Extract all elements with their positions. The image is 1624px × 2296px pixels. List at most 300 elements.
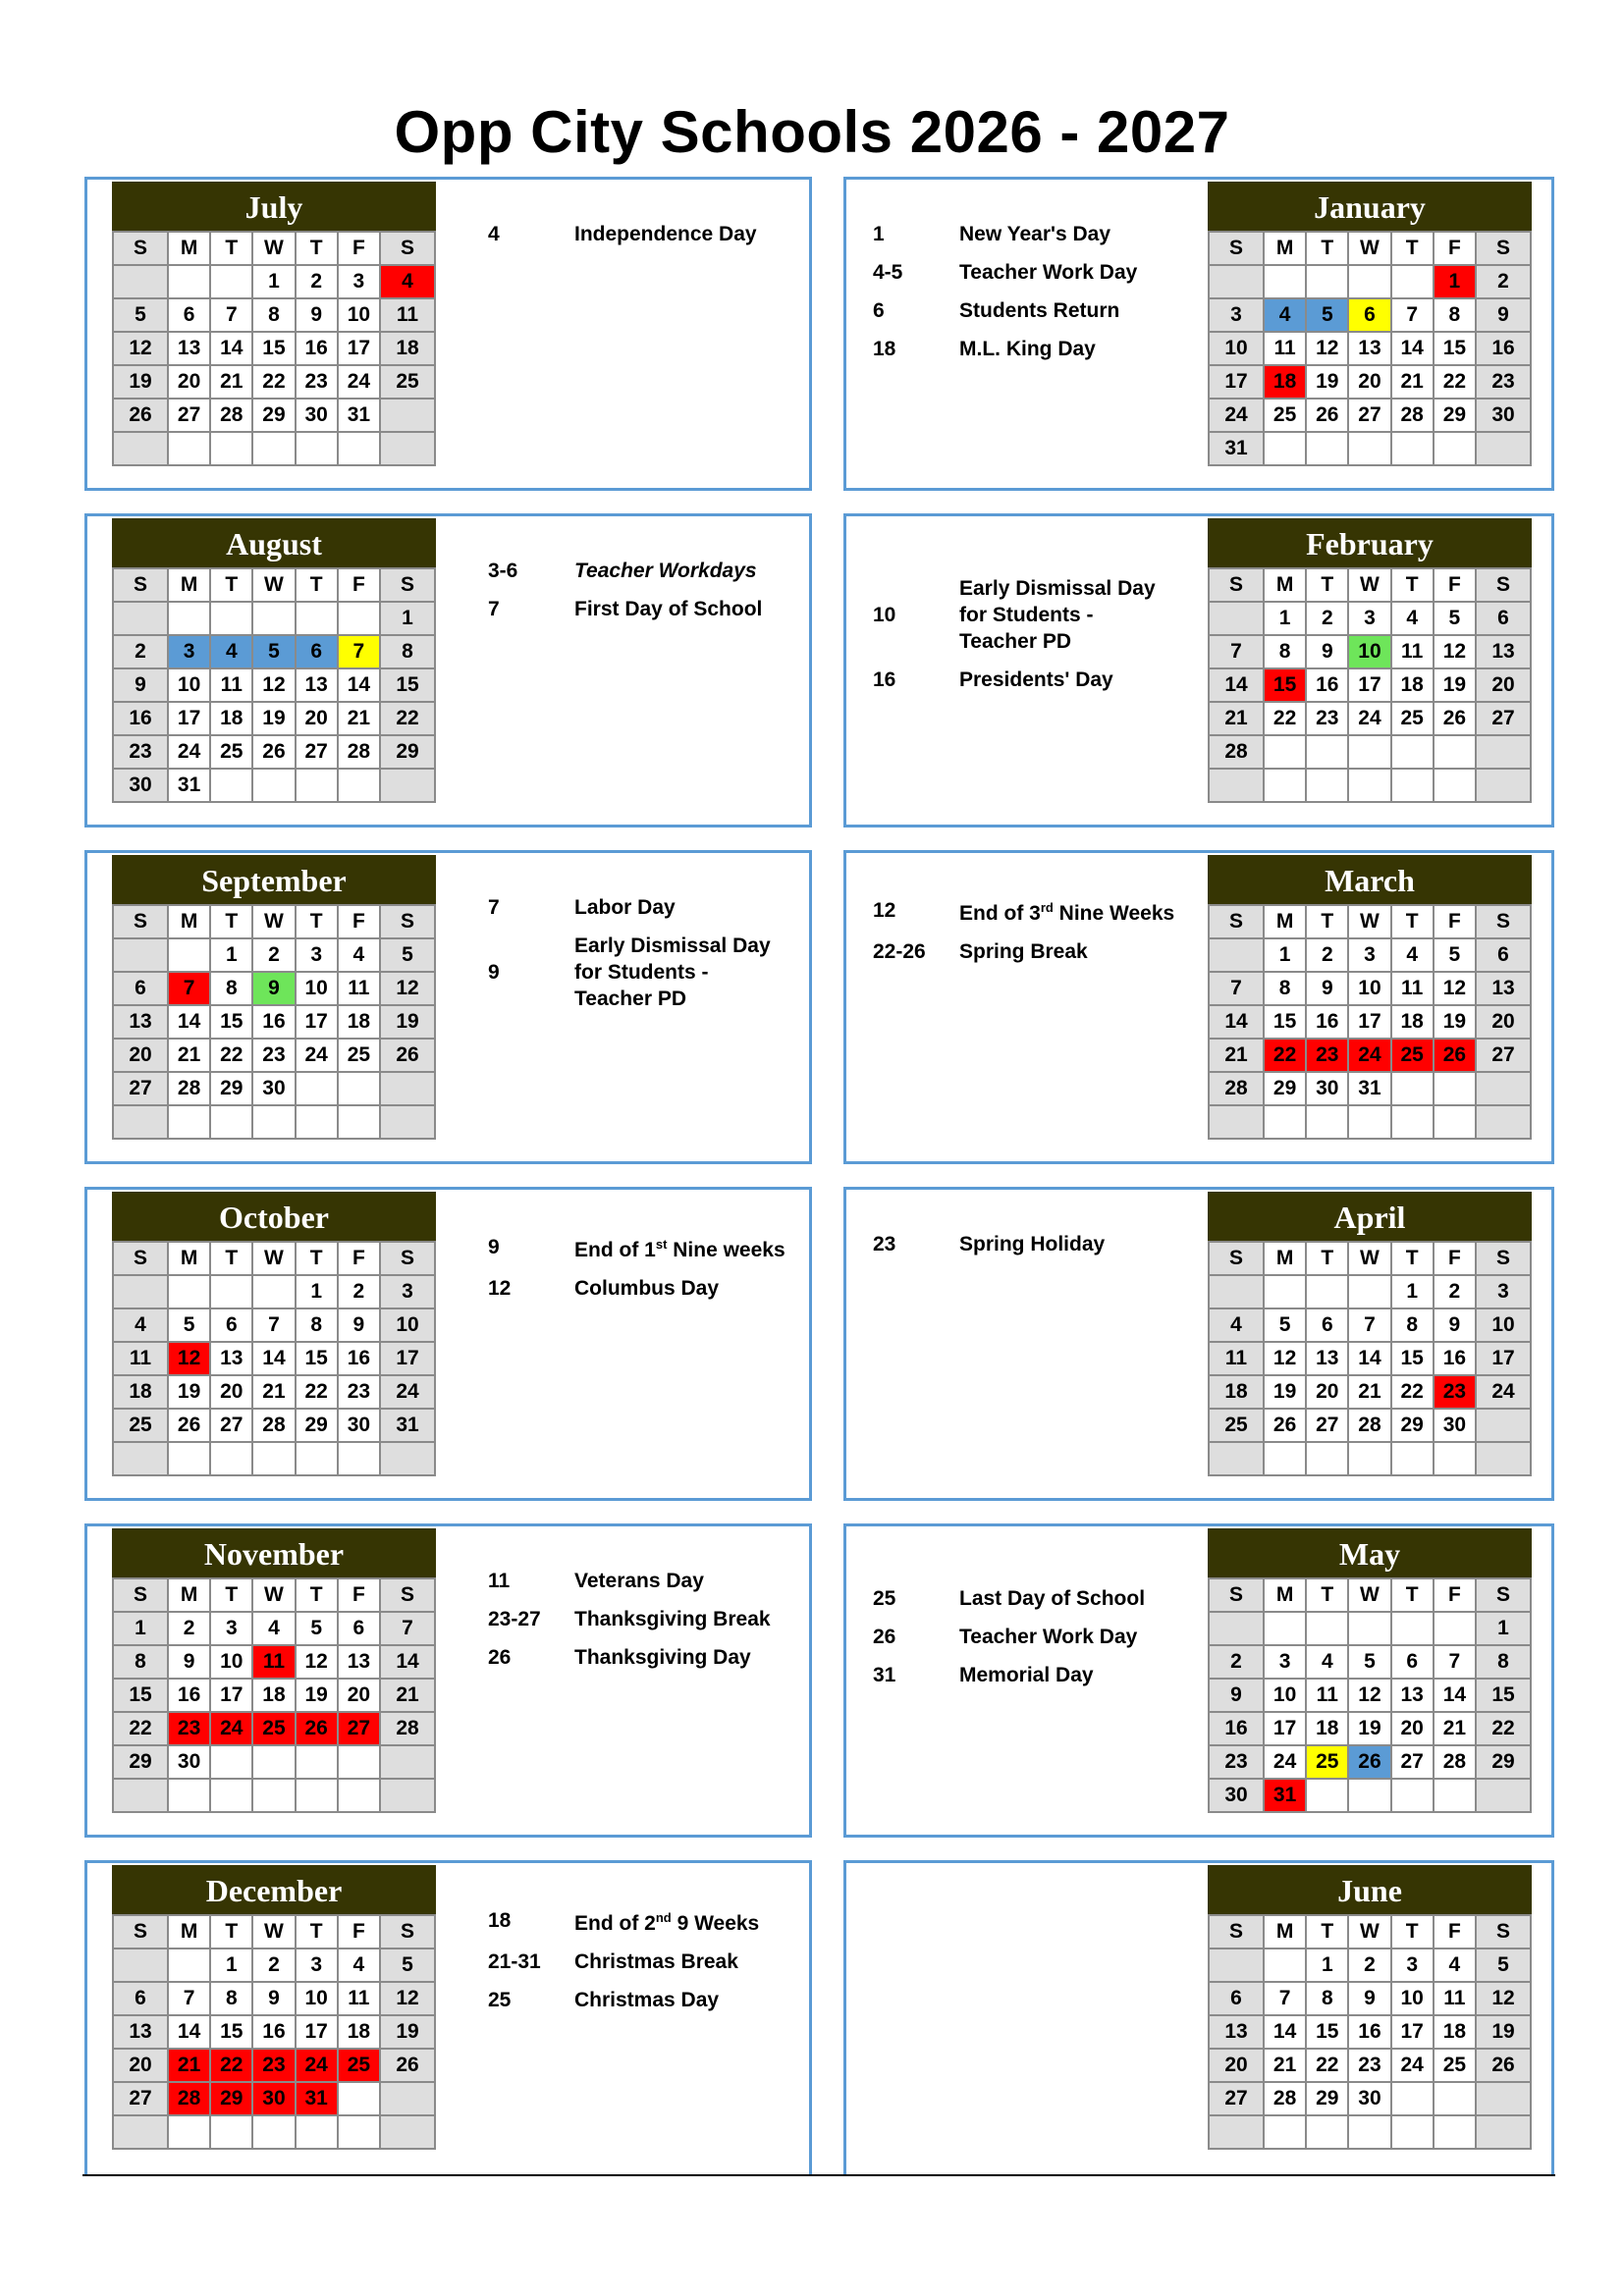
empty-day-cell	[338, 1779, 380, 1812]
day-cell: 31	[1348, 1072, 1390, 1105]
month-panel-july	[84, 177, 812, 491]
bottom-divider	[82, 2174, 1555, 2176]
day-cell: 3	[1348, 602, 1390, 635]
week-row	[113, 1949, 435, 1982]
month-name: January	[1208, 182, 1532, 231]
day-cell: 22	[1434, 365, 1476, 399]
event-date: 12	[488, 1276, 512, 1300]
event-label: Christmas Day	[574, 1989, 720, 2011]
empty-day-cell	[1306, 1779, 1348, 1812]
empty-day-cell	[1434, 735, 1476, 769]
empty-day-cell	[1264, 432, 1306, 465]
empty-day-cell	[1434, 1072, 1476, 1105]
day-cell: 28	[380, 1712, 435, 1745]
weekday-header: M	[168, 568, 210, 602]
weekday-header: W	[252, 1915, 295, 1949]
day-cell: 23	[338, 1375, 380, 1409]
weekday-header: S	[1209, 1242, 1264, 1275]
empty-day-cell	[296, 1442, 338, 1475]
month-calendar	[1208, 1865, 1532, 2150]
day-cell: 11	[1391, 972, 1434, 1005]
empty-day-cell	[1306, 265, 1348, 298]
event-item	[873, 259, 1137, 286]
weekday-header: W	[252, 905, 295, 938]
week-row	[113, 2015, 435, 2049]
empty-day-cell	[1391, 1779, 1434, 1812]
week-row	[113, 938, 435, 972]
day-cell: 14	[252, 1342, 295, 1375]
day-cell: 22	[1306, 2049, 1348, 2082]
day-cell: 19	[252, 702, 295, 735]
day-cell: 3	[296, 1949, 338, 1982]
empty-day-cell	[296, 1745, 338, 1779]
week-row	[113, 2049, 435, 2082]
empty-day-cell	[210, 1275, 252, 1308]
empty-day-cell	[1476, 1442, 1531, 1475]
week-row	[113, 1712, 435, 1745]
event-date: 7	[488, 895, 500, 919]
day-cell: 5	[380, 1949, 435, 1982]
empty-day-cell	[168, 2115, 210, 2149]
weekday-header: W	[1348, 232, 1390, 265]
event-label: New Year's Day	[959, 223, 1111, 245]
day-cell: 5	[113, 298, 168, 332]
day-cell: 6	[113, 1982, 168, 2015]
event-label: Veterans Day	[574, 1570, 704, 1592]
empty-day-cell	[1264, 1612, 1306, 1645]
event-label: Teacher Work Day	[959, 261, 1138, 284]
day-cell: 26	[1306, 399, 1348, 432]
day-cell: 9	[1434, 1308, 1476, 1342]
month-calendar	[112, 1528, 436, 1813]
weekday-header: W	[1348, 1578, 1390, 1612]
week-row	[1209, 298, 1531, 332]
week-row	[113, 1982, 435, 2015]
week-row	[113, 1375, 435, 1409]
empty-day-cell	[168, 1105, 210, 1139]
event-label: Labor Day	[574, 896, 676, 919]
day-cell: 3	[1348, 938, 1390, 972]
day-cell: 12	[296, 1645, 338, 1679]
day-cell: 20	[1391, 1712, 1434, 1745]
day-cell: 22	[252, 365, 295, 399]
day-cell: 24	[296, 1039, 338, 1072]
day-cell: 29	[210, 1072, 252, 1105]
day-cell: 4	[1306, 1645, 1348, 1679]
weekday-header: T	[210, 568, 252, 602]
event-item	[873, 575, 1175, 655]
weekday-header: T	[210, 1242, 252, 1275]
weekday-header: M	[168, 1915, 210, 1949]
weekday-header: F	[338, 568, 380, 602]
weekday-header: S	[113, 568, 168, 602]
weekday-header: T	[1391, 568, 1434, 602]
day-cell: 8	[210, 972, 252, 1005]
week-row	[113, 1442, 435, 1475]
week-row	[113, 1679, 435, 1712]
empty-day-cell	[1209, 1105, 1264, 1139]
week-row	[113, 265, 435, 298]
event-date: 10	[873, 603, 896, 626]
weekday-header: S	[1209, 905, 1264, 938]
day-cell: 15	[1391, 1342, 1434, 1375]
week-row	[1209, 1612, 1531, 1645]
weekday-header: T	[296, 1242, 338, 1275]
day-cell: 7	[168, 972, 210, 1005]
empty-day-cell	[1434, 1779, 1476, 1812]
weekday-header: F	[338, 1578, 380, 1612]
week-row	[113, 668, 435, 702]
event-label: Christmas Break	[574, 1950, 738, 1973]
day-cell: 15	[210, 2015, 252, 2049]
day-cell: 6	[296, 635, 338, 668]
weekday-header: M	[1264, 905, 1306, 938]
day-cell: 20	[113, 1039, 168, 1072]
event-item	[488, 1644, 771, 1671]
day-cell: 29	[210, 2082, 252, 2115]
month-panel-february	[843, 513, 1554, 828]
day-cell: 23	[252, 2049, 295, 2082]
weekday-header: M	[1264, 568, 1306, 602]
day-cell: 7	[210, 298, 252, 332]
month-panel-may	[843, 1523, 1554, 1838]
day-cell: 15	[1264, 1005, 1306, 1039]
day-cell: 12	[380, 972, 435, 1005]
empty-day-cell	[1391, 432, 1434, 465]
week-row	[1209, 1342, 1531, 1375]
day-cell: 22	[296, 1375, 338, 1409]
day-cell: 16	[1306, 668, 1348, 702]
day-cell: 2	[252, 1949, 295, 1982]
day-cell: 4	[338, 938, 380, 972]
empty-day-cell	[1264, 1949, 1306, 1982]
day-cell: 27	[1476, 702, 1531, 735]
weekday-header-row	[1209, 1242, 1531, 1275]
day-cell: 27	[1348, 399, 1390, 432]
weekday-header: S	[1476, 1578, 1531, 1612]
week-row	[1209, 332, 1531, 365]
day-cell: 9	[1209, 1679, 1264, 1712]
empty-day-cell	[1306, 1105, 1348, 1139]
weekday-header-row	[1209, 232, 1531, 265]
events-list	[488, 1568, 771, 1682]
event-item	[488, 1606, 771, 1632]
weekday-header: T	[296, 1915, 338, 1949]
empty-day-cell	[210, 265, 252, 298]
day-cell: 23	[1306, 702, 1348, 735]
weekday-header: W	[1348, 905, 1390, 938]
month-panel-december	[84, 1860, 812, 2176]
empty-day-cell	[296, 602, 338, 635]
day-cell: 6	[338, 1612, 380, 1645]
empty-day-cell	[252, 1275, 295, 1308]
month-grid	[1208, 904, 1532, 1140]
day-cell: 3	[168, 635, 210, 668]
empty-day-cell	[1306, 769, 1348, 802]
day-cell: 23	[1306, 1039, 1348, 1072]
day-cell: 4	[1209, 1308, 1264, 1342]
week-row	[113, 972, 435, 1005]
empty-day-cell	[1264, 1105, 1306, 1139]
empty-day-cell	[252, 432, 295, 465]
event-item	[873, 221, 1137, 247]
empty-day-cell	[168, 265, 210, 298]
day-cell: 22	[210, 2049, 252, 2082]
event-label: End of 2nd 9 Weeks	[574, 1910, 760, 1935]
day-cell: 5	[168, 1308, 210, 1342]
event-date: 22-26	[873, 939, 926, 963]
day-cell: 5	[252, 635, 295, 668]
day-cell: 20	[1306, 1375, 1348, 1409]
empty-day-cell	[1476, 769, 1531, 802]
day-cell: 20	[113, 2049, 168, 2082]
weekday-header: T	[210, 905, 252, 938]
day-cell: 13	[113, 2015, 168, 2049]
empty-day-cell	[1306, 1442, 1348, 1475]
day-cell: 29	[296, 1409, 338, 1442]
day-cell: 17	[296, 2015, 338, 2049]
day-cell: 25	[338, 2049, 380, 2082]
day-cell: 28	[168, 1072, 210, 1105]
day-cell: 2	[113, 635, 168, 668]
weekday-header: F	[338, 1242, 380, 1275]
day-cell: 11	[210, 668, 252, 702]
day-cell: 14	[1348, 1342, 1390, 1375]
day-cell: 1	[296, 1275, 338, 1308]
week-row	[1209, 1409, 1531, 1442]
day-cell: 8	[1434, 298, 1476, 332]
weekday-header: T	[296, 905, 338, 938]
weekday-header: S	[1209, 568, 1264, 602]
weekday-header: T	[210, 1915, 252, 1949]
weekday-header: S	[380, 1578, 435, 1612]
week-row	[113, 1039, 435, 1072]
day-cell: 28	[252, 1409, 295, 1442]
day-cell: 9	[113, 668, 168, 702]
day-cell: 8	[1264, 972, 1306, 1005]
empty-day-cell	[210, 1745, 252, 1779]
day-cell: 16	[1348, 2015, 1390, 2049]
day-cell: 13	[1476, 635, 1531, 668]
day-cell: 27	[210, 1409, 252, 1442]
day-cell: 18	[338, 2015, 380, 2049]
day-cell: 15	[113, 1679, 168, 1712]
day-cell: 17	[296, 1005, 338, 1039]
day-cell: 16	[252, 1005, 295, 1039]
weekday-header: W	[1348, 1242, 1390, 1275]
empty-day-cell	[252, 1105, 295, 1139]
day-cell: 26	[113, 399, 168, 432]
empty-day-cell	[168, 1442, 210, 1475]
empty-day-cell	[1391, 1612, 1434, 1645]
day-cell: 25	[1391, 702, 1434, 735]
day-cell: 10	[210, 1645, 252, 1679]
day-cell: 17	[1209, 365, 1264, 399]
day-cell: 16	[1434, 1342, 1476, 1375]
day-cell: 24	[1264, 1745, 1306, 1779]
weekday-header: S	[1209, 1578, 1264, 1612]
day-cell: 28	[1434, 1745, 1476, 1779]
day-cell: 1	[210, 938, 252, 972]
empty-day-cell	[1209, 1949, 1264, 1982]
day-cell: 25	[252, 1712, 295, 1745]
day-cell: 29	[1476, 1745, 1531, 1779]
event-item	[488, 1987, 759, 2013]
empty-day-cell	[1391, 769, 1434, 802]
empty-day-cell	[1434, 432, 1476, 465]
month-panel-october	[84, 1187, 812, 1501]
weekday-header: S	[380, 232, 435, 265]
event-label: Early Dismissal Day for Students - Teacher PD	[959, 577, 1156, 653]
day-cell: 29	[113, 1745, 168, 1779]
empty-day-cell	[1348, 1105, 1390, 1139]
weekday-header: S	[1476, 232, 1531, 265]
day-cell: 26	[1348, 1745, 1390, 1779]
day-cell: 14	[1391, 332, 1434, 365]
day-cell: 21	[1209, 1039, 1264, 1072]
day-cell: 10	[1348, 635, 1390, 668]
day-cell: 4	[1434, 1949, 1476, 1982]
day-cell: 1	[380, 602, 435, 635]
day-cell: 12	[1264, 1342, 1306, 1375]
empty-day-cell	[1391, 1072, 1434, 1105]
event-date: 23	[873, 1232, 896, 1255]
day-cell: 30	[113, 769, 168, 802]
day-cell: 25	[1264, 399, 1306, 432]
empty-day-cell	[210, 1105, 252, 1139]
event-item	[488, 596, 762, 622]
day-cell: 15	[1476, 1679, 1531, 1712]
empty-day-cell	[113, 432, 168, 465]
empty-day-cell	[1348, 2115, 1390, 2149]
day-cell: 7	[338, 635, 380, 668]
empty-day-cell	[1348, 769, 1390, 802]
weekday-header-row	[1209, 568, 1531, 602]
day-cell: 1	[1476, 1612, 1531, 1645]
empty-day-cell	[380, 1442, 435, 1475]
empty-day-cell	[1391, 735, 1434, 769]
day-cell: 13	[1476, 972, 1531, 1005]
day-cell: 1	[1306, 1949, 1348, 1982]
day-cell: 10	[1391, 1982, 1434, 2015]
month-calendar	[1208, 1192, 1532, 1476]
empty-day-cell	[1209, 1612, 1264, 1645]
empty-day-cell	[168, 1949, 210, 1982]
day-cell: 8	[252, 298, 295, 332]
ordinal-suffix: rd	[1040, 900, 1054, 915]
day-cell: 9	[1306, 635, 1348, 668]
month-grid	[1208, 231, 1532, 466]
event-label: Presidents' Day	[959, 668, 1113, 691]
day-cell: 8	[1476, 1645, 1531, 1679]
week-row	[113, 1005, 435, 1039]
day-cell: 11	[1306, 1679, 1348, 1712]
day-cell: 30	[1476, 399, 1531, 432]
empty-day-cell	[1209, 938, 1264, 972]
week-row	[1209, 399, 1531, 432]
ordinal-suffix: st	[655, 1237, 668, 1252]
day-cell: 5	[1434, 602, 1476, 635]
week-row	[1209, 1072, 1531, 1105]
month-name: April	[1208, 1192, 1532, 1241]
day-cell: 24	[210, 1712, 252, 1745]
weekday-header: S	[1209, 1915, 1264, 1949]
weekday-header: T	[210, 232, 252, 265]
events-list	[873, 894, 1174, 977]
day-cell: 26	[1476, 2049, 1531, 2082]
empty-day-cell	[1434, 2115, 1476, 2149]
day-cell: 24	[1348, 702, 1390, 735]
weekday-header: T	[1306, 1242, 1348, 1275]
day-cell: 10	[1209, 332, 1264, 365]
weekday-header: M	[168, 1578, 210, 1612]
empty-day-cell	[1209, 1275, 1264, 1308]
day-cell: 15	[1264, 668, 1306, 702]
day-cell: 30	[168, 1745, 210, 1779]
day-cell: 27	[338, 1712, 380, 1745]
week-row	[113, 1105, 435, 1139]
day-cell: 31	[338, 399, 380, 432]
events-list	[488, 221, 757, 259]
day-cell: 15	[252, 332, 295, 365]
day-cell: 19	[113, 365, 168, 399]
event-date: 16	[873, 667, 896, 691]
empty-day-cell	[168, 432, 210, 465]
month-name: September	[112, 855, 436, 904]
day-cell: 13	[113, 1005, 168, 1039]
weekday-header: F	[1434, 905, 1476, 938]
day-cell: 22	[1391, 1375, 1434, 1409]
week-row	[1209, 1308, 1531, 1342]
day-cell: 7	[1391, 298, 1434, 332]
month-panel-april	[843, 1187, 1554, 1501]
day-cell: 10	[1348, 972, 1390, 1005]
weekday-header-row	[113, 1578, 435, 1612]
day-cell: 25	[1209, 1409, 1264, 1442]
day-cell: 25	[380, 365, 435, 399]
day-cell: 23	[1434, 1375, 1476, 1409]
week-row	[113, 1409, 435, 1442]
day-cell: 21	[338, 702, 380, 735]
empty-day-cell	[1348, 1779, 1390, 1812]
weekday-header: S	[113, 1915, 168, 1949]
day-cell: 3	[1391, 1949, 1434, 1982]
day-cell: 7	[380, 1612, 435, 1645]
week-row	[113, 1779, 435, 1812]
month-grid	[112, 231, 436, 466]
day-cell: 20	[338, 1679, 380, 1712]
weekday-header: F	[338, 1915, 380, 1949]
day-cell: 2	[1348, 1949, 1390, 1982]
weekday-header-row	[113, 905, 435, 938]
event-item	[488, 1275, 785, 1302]
weekday-header: S	[1476, 905, 1531, 938]
event-item	[873, 938, 1174, 965]
empty-day-cell	[1391, 2082, 1434, 2115]
week-row	[1209, 2115, 1531, 2149]
day-cell: 30	[1434, 1409, 1476, 1442]
week-row	[113, 365, 435, 399]
day-cell: 28	[1348, 1409, 1390, 1442]
empty-day-cell	[168, 938, 210, 972]
day-cell: 8	[1306, 1982, 1348, 2015]
day-cell: 27	[113, 2082, 168, 2115]
day-cell: 13	[338, 1645, 380, 1679]
page-title: Opp City Schools 2026 - 2027	[394, 99, 1230, 165]
day-cell: 13	[210, 1342, 252, 1375]
event-label: Thanksgiving Day	[574, 1646, 751, 1669]
weekday-header-row	[1209, 1915, 1531, 1949]
